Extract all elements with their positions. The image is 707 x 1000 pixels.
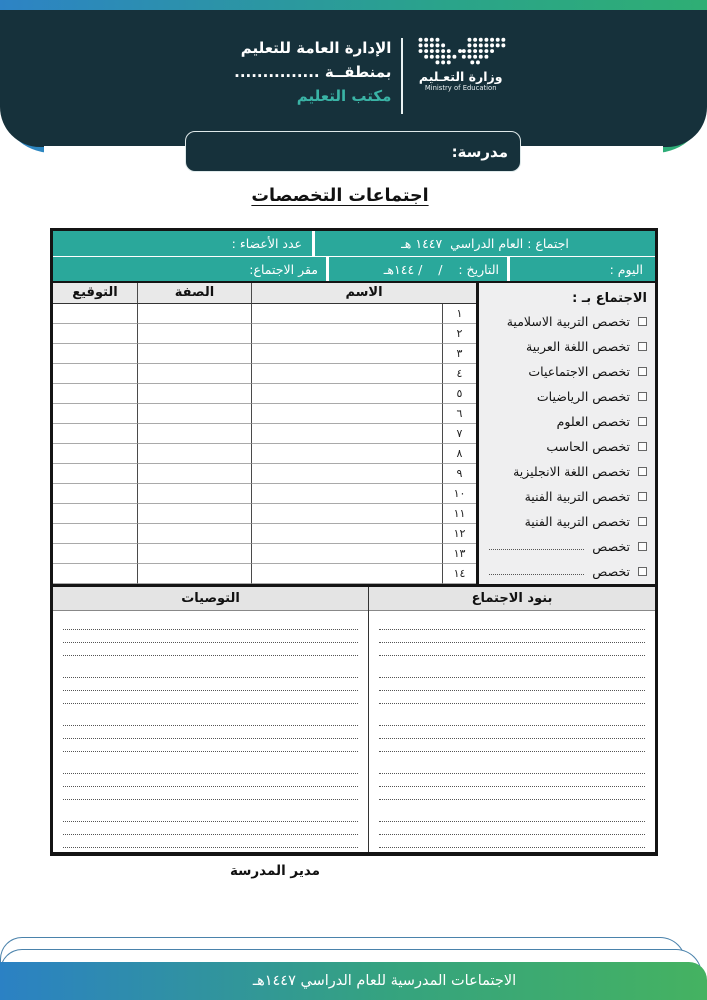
member-role-cell[interactable] bbox=[137, 544, 251, 564]
school-name-field[interactable] bbox=[185, 131, 521, 172]
member-row-number: ١٣ bbox=[442, 544, 476, 564]
venue-field[interactable]: مقر الاجتماع: bbox=[249, 261, 318, 277]
dotted-line bbox=[63, 678, 358, 691]
member-row-number: ٨ bbox=[442, 444, 476, 464]
dotted-line bbox=[379, 643, 645, 656]
member-name-cell[interactable] bbox=[251, 524, 442, 544]
specialization-checkbox[interactable] bbox=[638, 392, 647, 401]
specialization-label: تخصص الرياضيات bbox=[536, 389, 630, 404]
specialization-row bbox=[479, 484, 655, 509]
member-role-cell[interactable] bbox=[137, 504, 251, 524]
member-name-cell[interactable] bbox=[251, 304, 442, 324]
specialization-checkbox[interactable] bbox=[638, 467, 647, 476]
meeting-info-row-2 bbox=[53, 256, 655, 281]
letterhead bbox=[212, 36, 508, 116]
specialization-row bbox=[479, 359, 655, 384]
day-field[interactable]: اليوم : bbox=[609, 261, 643, 277]
dotted-line bbox=[379, 617, 645, 630]
meeting-form-table bbox=[50, 228, 658, 856]
member-role-cell[interactable] bbox=[137, 404, 251, 424]
dotted-line bbox=[63, 726, 358, 739]
dotted-line bbox=[379, 630, 645, 643]
dotted-line bbox=[63, 787, 358, 800]
dotted-line bbox=[379, 787, 645, 800]
dotted-line bbox=[379, 822, 645, 835]
specializations-header: الاجتماع بـ : bbox=[572, 290, 647, 306]
member-row-number: ١٢ bbox=[442, 524, 476, 544]
meeting-info-band bbox=[53, 231, 655, 283]
specialization-row bbox=[479, 409, 655, 434]
member-row-number: ٧ bbox=[442, 424, 476, 444]
specialization-label: تخصص bbox=[592, 539, 630, 554]
member-row-number: ١٠ bbox=[442, 484, 476, 504]
org-line-1: الإدارة العامة للتعليم bbox=[240, 39, 392, 57]
specialization-label: تخصص التربية الفنية bbox=[524, 489, 630, 504]
dotted-line bbox=[63, 665, 358, 678]
dotted-line bbox=[63, 691, 358, 704]
school-label: مدرسة: bbox=[451, 142, 508, 161]
ministry-logo bbox=[413, 36, 508, 116]
member-name-cell[interactable] bbox=[251, 404, 442, 424]
dotted-line bbox=[379, 761, 645, 774]
specialization-row bbox=[479, 509, 655, 534]
member-signature-cell[interactable] bbox=[53, 524, 137, 544]
specialization-row bbox=[479, 384, 655, 409]
member-row-number: ٢ bbox=[442, 324, 476, 344]
member-row-number: ١١ bbox=[442, 504, 476, 524]
meeting-info-row-1 bbox=[53, 231, 655, 256]
column-header-signature: التوقيع bbox=[53, 283, 137, 304]
member-role-cell[interactable] bbox=[137, 384, 251, 404]
specialization-row bbox=[479, 534, 655, 559]
member-name-cell[interactable] bbox=[251, 564, 442, 584]
org-line-2: بمنطقــة ............... bbox=[234, 63, 392, 81]
logo-divider bbox=[401, 38, 403, 114]
member-name-cell[interactable] bbox=[251, 324, 442, 344]
dotted-line bbox=[63, 761, 358, 774]
member-row-number: ٥ bbox=[442, 384, 476, 404]
recommendations-column bbox=[53, 587, 368, 852]
dotted-line bbox=[379, 835, 645, 848]
meeting-items-header: بنود الاجتماع bbox=[369, 587, 655, 611]
member-role-cell[interactable] bbox=[137, 344, 251, 364]
member-name-cell[interactable] bbox=[251, 384, 442, 404]
cell-divider bbox=[507, 257, 510, 281]
specialization-label: تخصص الاجتماعيات bbox=[528, 364, 630, 379]
meeting-items-lines bbox=[369, 611, 655, 852]
specialization-checkbox[interactable] bbox=[638, 442, 647, 451]
specialization-checkbox[interactable] bbox=[638, 567, 647, 576]
specialization-checkbox[interactable] bbox=[638, 367, 647, 376]
member-signature-cell[interactable] bbox=[53, 404, 137, 424]
member-name-cell[interactable] bbox=[251, 484, 442, 504]
ministry-logo-dots bbox=[415, 36, 507, 68]
footer-bar bbox=[0, 962, 707, 1000]
members-table bbox=[53, 283, 476, 584]
cell-divider bbox=[312, 231, 315, 256]
members-and-specializations bbox=[53, 283, 655, 584]
dotted-line bbox=[379, 809, 645, 822]
cell-divider bbox=[326, 257, 329, 281]
letterhead-text bbox=[212, 36, 391, 116]
footer-text: الاجتماعات المدرسية للعام الدراسي ١٤٤٧هـ bbox=[252, 973, 517, 989]
specialization-fill-in-line bbox=[489, 565, 584, 575]
recommendations-lines bbox=[53, 611, 368, 852]
page-title: اجتماعات التخصصات bbox=[251, 186, 429, 206]
member-signature-cell[interactable] bbox=[53, 484, 137, 504]
specialization-checkbox[interactable] bbox=[638, 492, 647, 501]
member-role-cell[interactable] bbox=[137, 324, 251, 344]
member-name-cell[interactable] bbox=[251, 364, 442, 384]
dotted-line bbox=[379, 691, 645, 704]
member-signature-cell[interactable] bbox=[53, 544, 137, 564]
dotted-line bbox=[63, 774, 358, 787]
meeting-year-label: اجتماع : العام الدراسي ١٤٤٧ هـ bbox=[401, 236, 569, 251]
dotted-line bbox=[379, 739, 645, 752]
dotted-line bbox=[63, 739, 358, 752]
member-role-cell[interactable] bbox=[137, 524, 251, 544]
member-row-number: ٣ bbox=[442, 344, 476, 364]
member-role-cell[interactable] bbox=[137, 564, 251, 584]
specialization-row bbox=[479, 309, 655, 334]
member-role-cell[interactable] bbox=[137, 484, 251, 504]
dotted-line bbox=[379, 713, 645, 726]
dotted-line bbox=[63, 630, 358, 643]
specialization-label: تخصص التربية الاسلامية bbox=[506, 314, 630, 329]
dotted-line bbox=[379, 774, 645, 787]
specialization-row bbox=[479, 459, 655, 484]
member-role-cell[interactable] bbox=[137, 464, 251, 484]
dotted-line bbox=[379, 726, 645, 739]
member-signature-cell[interactable] bbox=[53, 444, 137, 464]
date-field[interactable]: التاريخ : / / ١٤٤هـ bbox=[383, 261, 499, 277]
minutes-section bbox=[53, 584, 655, 852]
dotted-line bbox=[63, 617, 358, 630]
member-signature-cell[interactable] bbox=[53, 424, 137, 444]
members-count-field[interactable]: عدد الأعضاء : bbox=[231, 236, 302, 251]
member-name-cell[interactable] bbox=[251, 544, 442, 564]
column-header-role: الصفة bbox=[137, 283, 251, 304]
member-row-number: ٤ bbox=[442, 364, 476, 384]
principal-signature-label: مدير المدرسة bbox=[229, 863, 321, 879]
member-signature-cell[interactable] bbox=[53, 344, 137, 364]
meeting-items-column bbox=[368, 587, 655, 852]
member-row-number: ١ bbox=[442, 304, 476, 324]
specialization-checkbox[interactable] bbox=[638, 342, 647, 351]
specializations-column bbox=[476, 283, 655, 584]
member-name-cell[interactable] bbox=[251, 344, 442, 364]
member-name-cell[interactable] bbox=[251, 424, 442, 444]
specialization-fill-in-line bbox=[489, 540, 584, 550]
dotted-line bbox=[379, 678, 645, 691]
dotted-line bbox=[63, 713, 358, 726]
specialization-row bbox=[479, 434, 655, 459]
member-signature-cell[interactable] bbox=[53, 564, 137, 584]
member-name-cell[interactable] bbox=[251, 504, 442, 524]
member-signature-cell[interactable] bbox=[53, 304, 137, 324]
member-signature-cell[interactable] bbox=[53, 464, 137, 484]
column-header-name: الاسم bbox=[251, 283, 476, 304]
org-line-office: مكتب التعليم bbox=[296, 87, 392, 105]
member-signature-cell[interactable] bbox=[53, 384, 137, 404]
recommendations-header: التوصيات bbox=[53, 587, 368, 611]
specialization-checkbox[interactable] bbox=[638, 417, 647, 426]
dotted-line bbox=[63, 643, 358, 656]
dotted-line bbox=[379, 665, 645, 678]
specialization-label: تخصص اللغة الانجليزية bbox=[513, 464, 630, 479]
specialization-label: تخصص اللغة العربية bbox=[526, 339, 630, 354]
specialization-checkbox[interactable] bbox=[638, 317, 647, 326]
specialization-row bbox=[479, 559, 655, 584]
member-row-number: ٩ bbox=[442, 464, 476, 484]
specialization-checkbox[interactable] bbox=[638, 542, 647, 551]
member-role-cell[interactable] bbox=[137, 424, 251, 444]
specialization-checkbox[interactable] bbox=[638, 517, 647, 526]
specialization-label: تخصص الحاسب bbox=[546, 439, 630, 454]
member-role-cell[interactable] bbox=[137, 304, 251, 324]
specialization-row bbox=[479, 334, 655, 359]
specialization-label: تخصص التربية الفنية bbox=[524, 514, 630, 529]
member-name-cell[interactable] bbox=[251, 444, 442, 464]
member-row-number: ١٤ bbox=[442, 564, 476, 584]
dotted-line bbox=[63, 822, 358, 835]
member-row-number: ٦ bbox=[442, 404, 476, 424]
member-role-cell[interactable] bbox=[137, 364, 251, 384]
member-signature-cell[interactable] bbox=[53, 504, 137, 524]
ministry-name-arabic: وزارة التعـليم bbox=[418, 69, 503, 84]
member-name-cell[interactable] bbox=[251, 464, 442, 484]
member-role-cell[interactable] bbox=[137, 444, 251, 464]
member-signature-cell[interactable] bbox=[53, 324, 137, 344]
specialization-label: تخصص العلوم bbox=[556, 414, 630, 429]
dotted-line bbox=[63, 835, 358, 848]
member-signature-cell[interactable] bbox=[53, 364, 137, 384]
specialization-label: تخصص bbox=[592, 564, 630, 579]
dotted-line bbox=[63, 809, 358, 822]
ministry-name-english: Ministry of Education bbox=[424, 84, 497, 92]
